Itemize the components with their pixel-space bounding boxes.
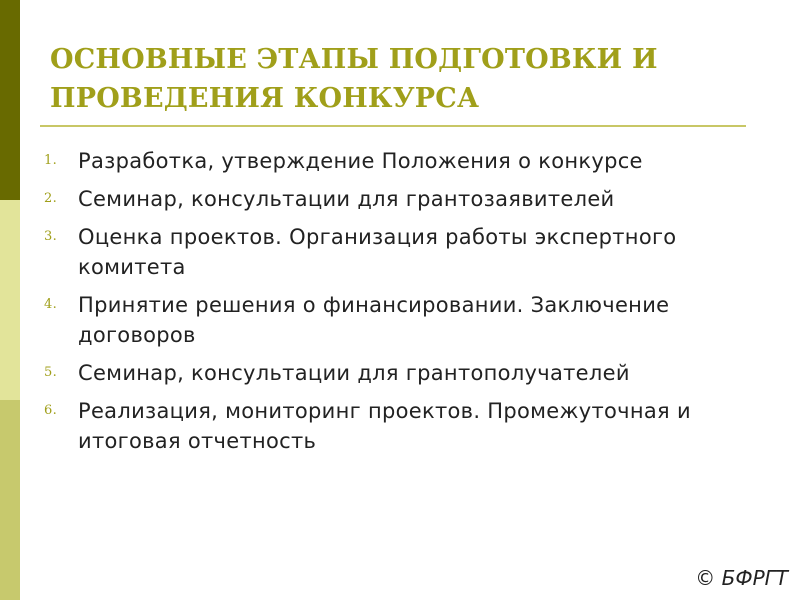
list-item <box>44 290 784 350</box>
list-item-text: Реализация, мониторинг проектов. Промежуточная и итоговая отчетность <box>78 399 691 453</box>
left-bar-segment-top <box>0 0 20 200</box>
list-item-number: 5. <box>44 365 58 380</box>
list-item <box>44 184 784 214</box>
left-bar-segment-bottom <box>0 400 20 600</box>
list-item <box>44 396 784 456</box>
list-item <box>44 146 784 176</box>
list-item-number: 1. <box>44 153 58 168</box>
slide-title: ОСНОВНЫЕ ЭТАПЫ ПОДГОТОВКИ И ПРОВЕДЕНИЯ КОНКУРСА <box>50 44 658 114</box>
list-item-number: 6. <box>44 403 58 418</box>
stages-list <box>44 146 784 464</box>
list-item <box>44 358 784 388</box>
list-item-text: Семинар, консультации для грантополучателей <box>78 361 630 385</box>
list-item-text: Семинар, консультации для грантозаявителей <box>78 187 615 211</box>
copyright-footer: © БФРГТ <box>695 566 788 590</box>
left-color-bar <box>0 0 20 600</box>
list-item-number: 2. <box>44 191 58 206</box>
left-bar-segment-middle <box>0 200 20 400</box>
list-item <box>44 222 784 282</box>
list-item-number: 3. <box>44 229 58 244</box>
title-divider <box>40 125 746 127</box>
list-item-number: 4. <box>44 297 58 312</box>
list-item-text: Разработка, утверждение Положения о конкурсе <box>78 149 643 173</box>
list-item-text: Оценка проектов. Организация работы экспертного комитета <box>78 225 677 279</box>
list-item-text: Принятие решения о финансировании. Заключение договоров <box>78 293 670 347</box>
